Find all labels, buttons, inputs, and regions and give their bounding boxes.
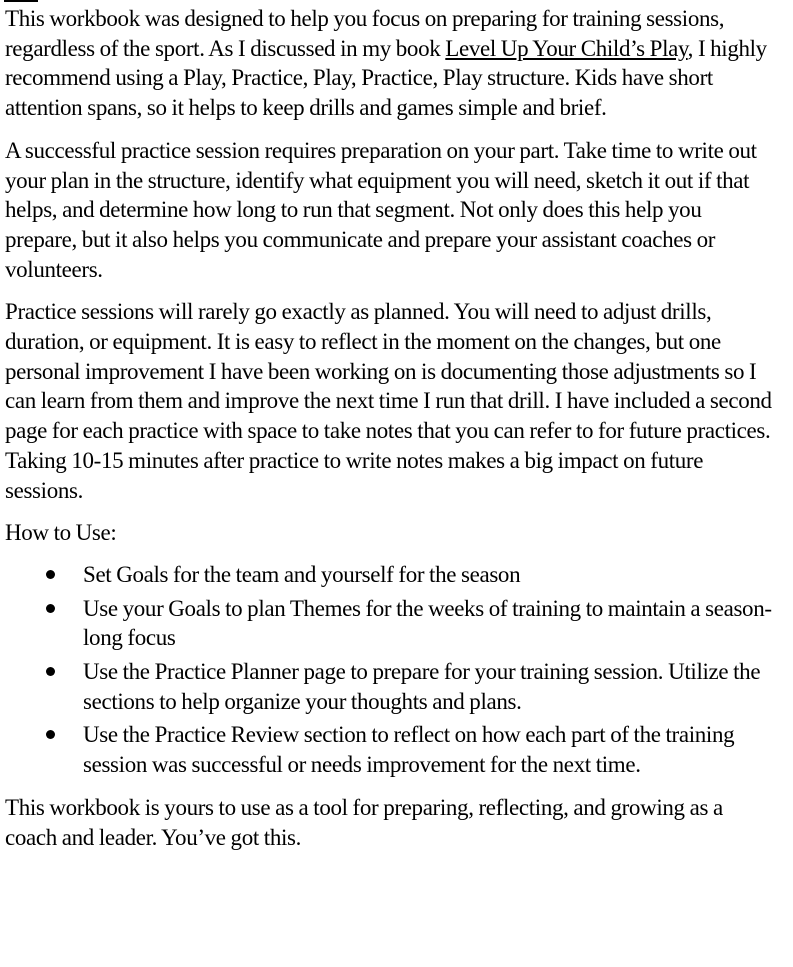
intro-paragraph-2: A successful practice session requires preparation on your part. Take time to write out your plan in the structure, identify what equipment you will need, sketch it out if that helps, and determine how long to run that segment. Not only does this help you prepare, but it also helps you communicate and prepare your assistant coaches or volunteers. — [5, 137, 757, 282]
how-to-list-item — [5, 720, 775, 779]
intro-paragraph-3: Practice sessions will rarely go exactly as planned. You will need to adjust drills, duration, or equipment. It is easy to reflect in the moment on the changes, but one personal improvement I have been working on is documenting those adjustments so I can learn from them and improve the next time I run that drill. I have included a second page for each practice with space to take notes that you can refer to for future practices. Taking 10-15 minutes after practice to write notes makes a big impact on future sessions. — [5, 299, 772, 503]
how-to-item-text: Use the Practice Planner page to prepare for your training session. Utilize the sections to help organize your thoughts and plans. — [83, 659, 761, 714]
book-title-link[interactable]: Level Up Your Child’s Play — [445, 35, 688, 61]
how-to-item-text: Use the Practice Review section to reflect on how each part of the training session was successful or needs improvement for the next time. — [83, 722, 735, 778]
intro-paragraph-1 — [5, 4, 775, 123]
how-to-item-text: Use your Goals to plan Themes for the weeks of training to maintain a season-long focus — [83, 595, 772, 651]
bullet-icon — [46, 570, 55, 579]
bullet-icon — [46, 667, 55, 676]
how-to-item-text: Set Goals for the team and yourself for the season — [83, 561, 521, 587]
bullet-icon — [46, 604, 55, 613]
how-to-use-label: How to Use: — [5, 520, 117, 546]
how-to-list-item — [5, 657, 775, 716]
bullet-icon — [46, 730, 55, 739]
header-rule — [4, 0, 38, 2]
document-body — [5, 4, 775, 865]
how-to-list — [5, 560, 775, 780]
intro-paragraph-1-start: This workbook was designed to help you focus on preparing for training sessions, regardless of the sport. As I discussed in my book — [5, 6, 725, 61]
closing-paragraph: This workbook is yours to use as a tool for preparing, reflecting, and growing as a coach and leader. You’ve got this. — [5, 794, 723, 850]
how-to-list-item — [5, 594, 775, 653]
intro-paragraph-1-end: , I highly recommend using a Play, Practice, Play, Practice, Play structure. Kids have short attention spans, so it helps to keep drills and games simple and brief. — [5, 35, 767, 121]
how-to-list-item — [5, 560, 775, 590]
